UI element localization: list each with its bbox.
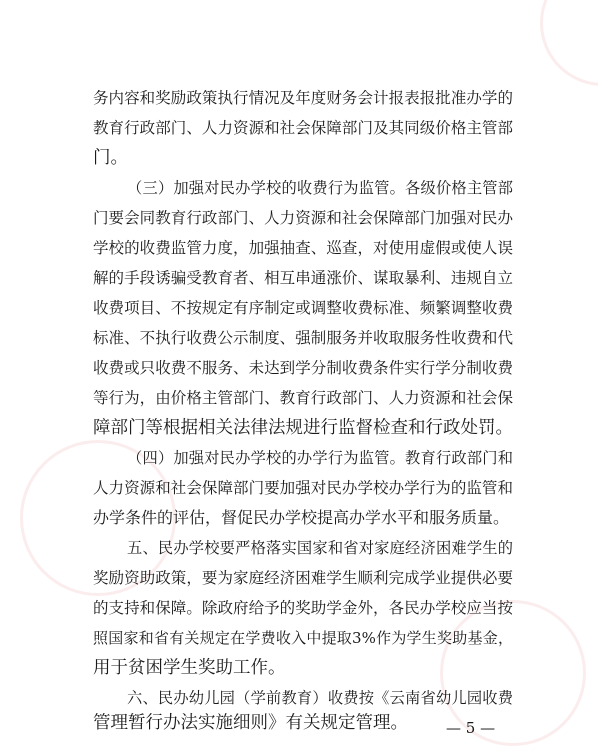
body-line-6: 学校的收费监管力度，加强抽查、巡查，对使用虚假或使人误 (93, 239, 513, 257)
body-line-19: 照国家和省有关规定在学费收入中提取3%作为学生奖助基金， (93, 629, 513, 647)
body-line-3: 门。 (93, 148, 128, 168)
body-line-1: 务内容和奖励政策执行情况及年度财务会计报表报批准办学的 (93, 89, 513, 107)
faint-seal-top (540, 0, 598, 86)
body-line-5: 门要会同教育行政部门、人力资源和社会保障部门加强对民办 (93, 209, 513, 227)
para-3-first-line: （三）加强对民办学校的收费行为监管。各级价格主管部 (127, 179, 513, 197)
body-line-12: 障部门等根据相关法律法规进行监督检查和行政处罚。 (93, 418, 513, 438)
body-line-14: 人力资源和社会保障部门要加强对民办学校办学行为的监管和 (93, 479, 513, 497)
para-6-first-line: 六、民办幼儿园（学前教育）收费按《云南省幼儿园收费 (127, 689, 513, 707)
body-line-8: 收费项目、不按规定有序制定或调整收费标准、频繁调整收费 (93, 299, 513, 317)
body-line-15: 办学条件的评估，督促民办学校提高办学水平和服务质量。 (93, 508, 510, 527)
page-number: — 5 — (446, 719, 496, 737)
body-line-22: 管理暂行办法实施细则》有关规定管理。 (93, 713, 408, 733)
body-line-17: 奖励资助政策，要为家庭经济困难学生顺利完成学业提供必要 (93, 569, 513, 587)
para-5-first-line: 五、民办学校要严格落实国家和省对家庭经济困难学生的 (127, 539, 513, 557)
body-line-18: 的支持和保障。除政府给予的奖助学金外，各民办学校应当按 (93, 599, 513, 617)
body-line-10: 收费或只收费不服务、未达到学分制收费条件实行学分制收费 (93, 359, 513, 377)
body-line-2: 教育行政部门、人力资源和社会保障部门及其同级价格主管部 (93, 119, 513, 137)
body-line-20: 用于贫困学生奖助工作。 (93, 658, 286, 678)
para-4-first-line: （四）加强对民办学校的办学行为监管。教育行政部门和 (127, 449, 513, 467)
body-line-7: 解的手段诱骗受教育者、相互串通涨价、谋取暴利、违规自立 (93, 269, 513, 287)
body-line-9: 标准、不执行收费公示制度、强制服务并收取服务性收费和代 (93, 329, 513, 347)
body-line-11: 等行为，由价格主管部门、教育行政部门、人力资源和社会保 (93, 389, 513, 407)
